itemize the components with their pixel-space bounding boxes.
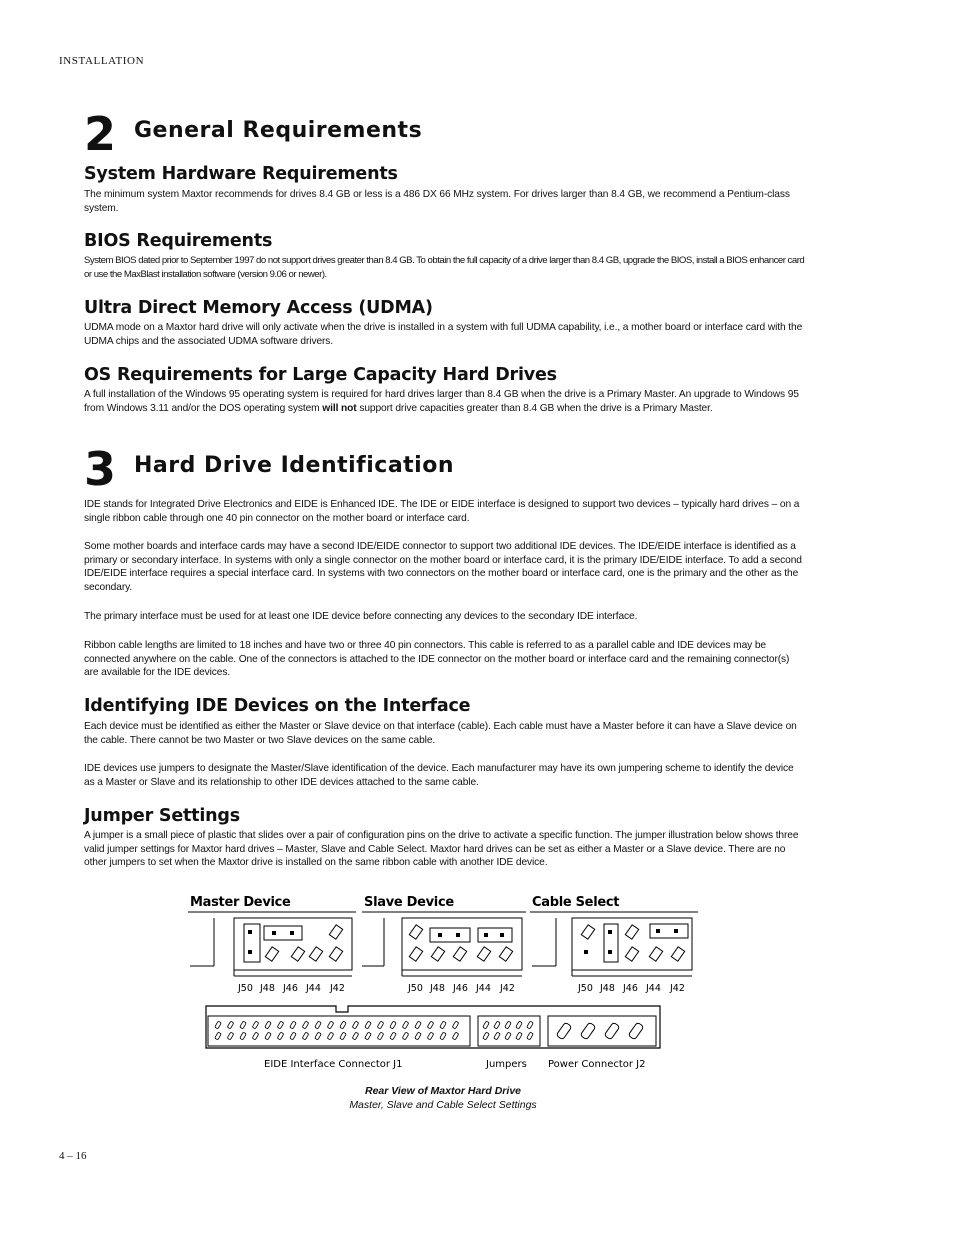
heading-udma: Ultra Direct Memory Access (UDMA) [84, 298, 433, 318]
master-jumper-block [190, 918, 352, 994]
connector-pin [240, 1021, 247, 1029]
connector-pin [402, 1032, 409, 1040]
connector-pin [452, 1021, 459, 1029]
para-udma: UDMA mode on a Maxtor hard drive will only activate when the drive is installed in a system with full UDMA capability, i.e., a mother board or interface card with the UDMA chips and the associated UDMA software drivers. [84, 322, 803, 347]
connector-pin [315, 1021, 322, 1029]
pin-label-j42: J42 [670, 983, 685, 994]
connector-pin [402, 1021, 409, 1029]
connector-pin [377, 1021, 384, 1029]
jumpers-label: Jumpers [486, 1059, 527, 1070]
jumper-diagram-svg [186, 890, 706, 1080]
page-number: 4 – 16 [59, 1150, 87, 1162]
running-head: INSTALLATION [59, 55, 145, 67]
power-connector-label: Power Connector J2 [548, 1059, 646, 1070]
connector-pin [452, 1032, 459, 1040]
master-device-label: Master Device [190, 895, 291, 910]
cable-select-label: Cable Select [532, 895, 620, 910]
connector-pin [377, 1032, 384, 1040]
jumper-pin [483, 1032, 490, 1040]
pin-label-j46: J46 [453, 983, 468, 994]
pin-label-j46: J46 [623, 983, 638, 994]
para-bios: System BIOS dated prior to September 1997 do not support drives greater than 8.4 GB. To obtain the full capacity of a drive larger than 8.4 GB, upgrade the BIOS, install a BIOS enhancer card or use the MaxBlast installation software (version 9.06 or newer). [84, 255, 805, 280]
connector-pin [327, 1032, 334, 1040]
pin-label-j42: J42 [500, 983, 515, 994]
connector-pin [215, 1021, 222, 1029]
connector-pin [277, 1032, 284, 1040]
heading-os-requirements: OS Requirements for Large Capacity Hard Drives [84, 365, 557, 385]
connector-pin [227, 1032, 234, 1040]
connector-pin [390, 1032, 397, 1040]
chapter-number: 2 [84, 107, 117, 161]
connector-pin [340, 1032, 347, 1040]
chapter-number: 3 [84, 442, 117, 496]
connector-pin [365, 1021, 372, 1029]
jumper-pin [527, 1021, 534, 1029]
jumper-pin [516, 1021, 523, 1029]
connector-pin [252, 1021, 259, 1029]
connector-pin [415, 1032, 422, 1040]
chapter-title: General Requirements [134, 118, 423, 143]
para-system-hardware: The minimum system Maxtor recommends for drives 8.4 GB or less is a 486 DX 66 MHz system. For drives larger than 8.4 GB, we recommend a Pentium-class system. [84, 189, 790, 214]
para-second-interface: Some mother boards and interface cards may have a second IDE/EIDE connector to support two additional IDE devices. The IDE/EIDE interface is identified as a primary or secondary interface. In systems with only a single connector on the mother board or interface card, it is the primary IDE/EIDE interface. To add a second IDE/EIDE interface requires a special interface card. In systems with two connectors on the mother board or interface card, one is the primary and the other as the secondary. [84, 541, 802, 594]
rear-view-connectors [206, 1006, 660, 1070]
pin-label-j48: J48 [430, 983, 445, 994]
connector-pin [427, 1021, 434, 1029]
para-identifying-1: Each device must be identified as either the Master or Slave device on that interface (cable). Each cable must have a Master before it can have a Slave device on the cable. There cannot be two Master or two Slave devices on the same cable. [84, 721, 797, 746]
connector-pin [352, 1021, 359, 1029]
connector-pin [327, 1021, 334, 1029]
pin-label-j44: J44 [306, 983, 321, 994]
jumper-pin [505, 1021, 512, 1029]
connector-pin [265, 1021, 272, 1029]
pin-label-j44: J44 [646, 983, 661, 994]
heading-bios: BIOS Requirements [84, 231, 273, 251]
eide-connector-label: EIDE Interface Connector J1 [264, 1059, 403, 1070]
figure-caption-title: Rear View of Maxtor Hard Drive [365, 1085, 521, 1097]
heading-identifying-ide: Identifying IDE Devices on the Interface [84, 696, 471, 716]
connector-pin [252, 1032, 259, 1040]
jumper-pin [527, 1032, 534, 1040]
eide-pin-array [215, 1021, 459, 1040]
connector-pin [290, 1032, 297, 1040]
para-primary-interface: The primary interface must be used for at least one IDE device before connecting any devices to the secondary IDE interface. [84, 611, 638, 622]
jumper-pin [505, 1032, 512, 1040]
connector-pin [227, 1021, 234, 1029]
connector-pin [302, 1021, 309, 1029]
jumper-pin [494, 1021, 501, 1029]
jumper-pin-array [483, 1021, 534, 1040]
pin-label-j48: J48 [600, 983, 615, 994]
os-text-bold: will not [322, 402, 357, 414]
jumper-diagram [186, 890, 706, 1080]
para-jumper-settings: A jumper is a small piece of plastic that slides over a pair of configuration pins on the drive to activate a specific function. The jumper illustration below shows three valid jumper settings for Maxtor hard drives – Master, Slave and Cable Select. Maxtor hard drives can be set as either a Master or a Slave device. There are no other jumpers to set when the Maxtor drive is installed on the same ribbon cable with another IDE device. [84, 830, 799, 869]
connector-pin [390, 1021, 397, 1029]
connector-pin [277, 1021, 284, 1029]
para-os-requirements [84, 388, 806, 415]
pin-label-j44: J44 [476, 983, 491, 994]
os-text-before: A full installation of the Windows 95 operating system is required for hard drives larger than 8.4 GB when the drive is a Primary Master. An upgrade to Windows 95 from Windows 3.11 and/or the DOS operating system [84, 389, 799, 414]
para-ribbon-cable: Ribbon cable lengths are limited to 18 inches and have two or three 40 pin connectors. This cable is referred to as a parallel cable and IDE devices may be connected anywhere on the cable. One of the connectors is attached to the IDE connector on the mother board or interface card and the remaining connector(s) are available for the IDE devices. [84, 640, 790, 679]
connector-pin [415, 1021, 422, 1029]
pin-label-j48: J48 [260, 983, 275, 994]
figure-caption-subtitle: Master, Slave and Cable Select Settings [349, 1099, 537, 1111]
jumper-pin [516, 1032, 523, 1040]
connector-pin [427, 1032, 434, 1040]
connector-pin [440, 1032, 447, 1040]
connector-pin [290, 1021, 297, 1029]
heading-system-hardware: System Hardware Requirements [84, 164, 398, 184]
pin-label-j50: J50 [408, 983, 423, 994]
os-text-after: support drive capacities greater than 8.4 GB when the drive is a Primary Master. [356, 402, 713, 414]
heading-jumper-settings: Jumper Settings [84, 806, 240, 826]
pin-label-j46: J46 [283, 983, 298, 994]
connector-pin [340, 1021, 347, 1029]
pin-label-j50: J50 [238, 983, 253, 994]
cable-select-jumper-block [532, 918, 692, 994]
connector-pin [240, 1032, 247, 1040]
slave-jumper-block [362, 918, 522, 994]
connector-pin [315, 1032, 322, 1040]
connector-pin [302, 1032, 309, 1040]
connector-pin [265, 1032, 272, 1040]
connector-pin [365, 1032, 372, 1040]
pin-label-j50: J50 [578, 983, 593, 994]
connector-pin [215, 1032, 222, 1040]
chapter-2-heading [84, 107, 784, 161]
jumper-pin [494, 1032, 501, 1040]
connector-pin [440, 1021, 447, 1029]
chapter-3-heading [84, 442, 784, 496]
connector-pin [352, 1032, 359, 1040]
slave-device-label: Slave Device [364, 895, 454, 910]
para-ide-intro: IDE stands for Integrated Drive Electronics and EIDE is Enhanced IDE. The IDE or EIDE interface is designed to support two devices – typically hard drives – on a single ribbon cable through one 40 pin connector on the mother board or interface card. [84, 499, 800, 524]
jumper-pin [483, 1021, 490, 1029]
pin-label-j42: J42 [330, 983, 345, 994]
para-identifying-2: IDE devices use jumpers to designate the Master/Slave identification of the device. Each manufacturer may have its own jumpering scheme to identify the device as a Master or Slave and its relationship to other IDE devices attached to the same cable. [84, 763, 794, 788]
chapter-title: Hard Drive Identification [134, 453, 454, 478]
